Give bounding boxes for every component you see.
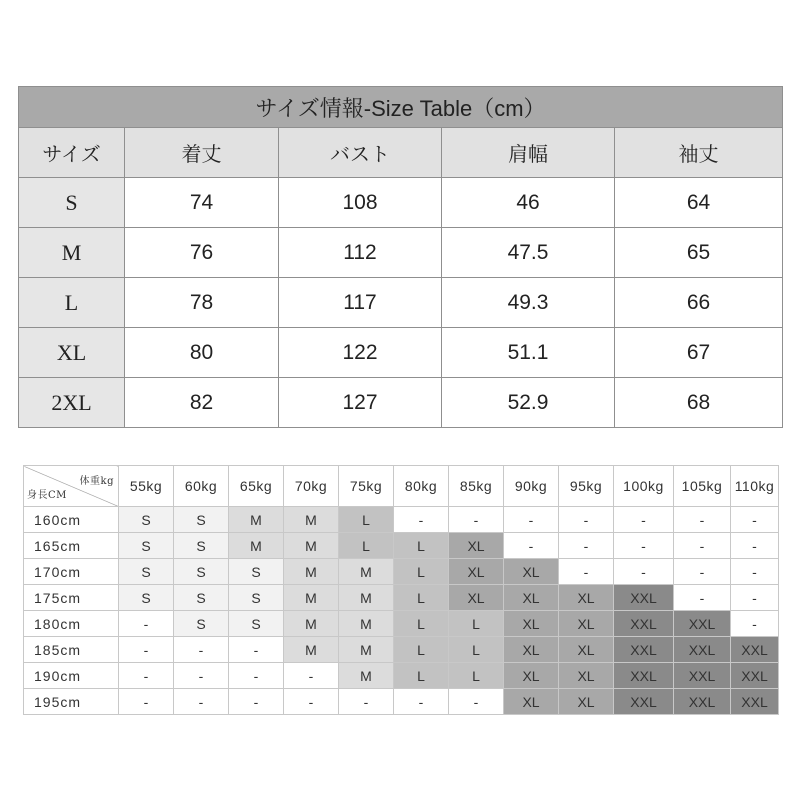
size-cell: XXL: [614, 611, 674, 637]
size-row: [19, 178, 783, 228]
size-cell: S: [119, 533, 174, 559]
size-value: 66: [615, 278, 783, 328]
size-cell: -: [174, 663, 229, 689]
size-value: 65: [615, 228, 783, 278]
size-cell: XXL: [674, 637, 731, 663]
size-cell: S: [119, 507, 174, 533]
size-cell: XXL: [674, 663, 731, 689]
size-cell: -: [504, 533, 559, 559]
size-cell: -: [559, 507, 614, 533]
height-label: 190cm: [24, 663, 119, 689]
size-cell: XXL: [614, 585, 674, 611]
height-row: [24, 637, 779, 663]
weight-axis-label: 体重kg: [79, 476, 114, 487]
size-cell: S: [174, 507, 229, 533]
height-row: [24, 507, 779, 533]
height-row: [24, 533, 779, 559]
size-cell: -: [229, 689, 284, 715]
size-cell: L: [394, 663, 449, 689]
header-bust: バスト: [279, 128, 442, 178]
size-cell: -: [394, 689, 449, 715]
size-cell: -: [284, 689, 339, 715]
size-cell: -: [614, 559, 674, 585]
size-cell: -: [674, 533, 731, 559]
weight-header: 105kg: [674, 466, 731, 507]
height-weight-chart: [23, 465, 779, 715]
size-cell: L: [339, 533, 394, 559]
weight-header: 100kg: [614, 466, 674, 507]
size-cell: -: [119, 611, 174, 637]
size-cell: M: [339, 585, 394, 611]
weight-header: 60kg: [174, 466, 229, 507]
size-cell: L: [394, 611, 449, 637]
size-cell: L: [394, 533, 449, 559]
size-cell: S: [119, 585, 174, 611]
size-row: [19, 228, 783, 278]
size-cell: XL: [449, 559, 504, 585]
size-cell: XL: [559, 637, 614, 663]
size-cell: XXL: [614, 637, 674, 663]
header-sleeve: 袖丈: [615, 128, 783, 178]
size-cell: XL: [504, 663, 559, 689]
size-cell: M: [339, 637, 394, 663]
size-cell: -: [731, 611, 779, 637]
weight-header: 90kg: [504, 466, 559, 507]
size-cell: M: [284, 507, 339, 533]
size-cell: -: [119, 663, 174, 689]
size-value: 67: [615, 328, 783, 378]
size-label: XL: [19, 328, 125, 378]
size-value: 46: [442, 178, 615, 228]
size-cell: S: [174, 611, 229, 637]
size-cell: XXL: [674, 689, 731, 715]
header-shoulder: 肩幅: [442, 128, 615, 178]
size-value: 74: [125, 178, 279, 228]
size-cell: -: [119, 689, 174, 715]
size-cell: XXL: [614, 689, 674, 715]
size-cell: S: [119, 559, 174, 585]
size-table-title: サイズ情報-Size Table（cm）: [19, 87, 783, 128]
size-cell: S: [174, 585, 229, 611]
size-table-header-row: [19, 128, 783, 178]
size-cell: M: [284, 559, 339, 585]
size-cell: XL: [559, 663, 614, 689]
size-value: 47.5: [442, 228, 615, 278]
size-cell: -: [174, 689, 229, 715]
weight-header: 85kg: [449, 466, 504, 507]
size-cell: L: [394, 585, 449, 611]
corner-cell: [24, 466, 119, 507]
weight-header: 55kg: [119, 466, 174, 507]
size-cell: M: [229, 533, 284, 559]
size-table: [18, 86, 783, 428]
size-label: 2XL: [19, 378, 125, 428]
size-cell: XXL: [614, 663, 674, 689]
size-cell: L: [449, 611, 504, 637]
size-cell: -: [674, 507, 731, 533]
size-cell: -: [731, 507, 779, 533]
size-cell: -: [284, 663, 339, 689]
size-cell: -: [504, 507, 559, 533]
height-label: 185cm: [24, 637, 119, 663]
size-cell: XXL: [731, 663, 779, 689]
size-cell: -: [731, 585, 779, 611]
height-row: [24, 585, 779, 611]
size-cell: XL: [504, 585, 559, 611]
size-cell: M: [284, 533, 339, 559]
size-cell: -: [559, 559, 614, 585]
size-cell: M: [284, 637, 339, 663]
height-label: 180cm: [24, 611, 119, 637]
weight-header: 80kg: [394, 466, 449, 507]
height-label: 160cm: [24, 507, 119, 533]
size-cell: -: [614, 507, 674, 533]
height-row: [24, 611, 779, 637]
size-cell: XXL: [731, 637, 779, 663]
size-cell: -: [449, 689, 504, 715]
header-length: 着丈: [125, 128, 279, 178]
height-label: 195cm: [24, 689, 119, 715]
size-value: 122: [279, 328, 442, 378]
size-cell: -: [449, 507, 504, 533]
size-cell: L: [339, 507, 394, 533]
size-cell: XL: [559, 585, 614, 611]
size-cell: XL: [504, 559, 559, 585]
size-cell: M: [339, 663, 394, 689]
size-cell: S: [229, 585, 284, 611]
size-cell: S: [229, 611, 284, 637]
size-cell: -: [229, 637, 284, 663]
size-cell: XL: [504, 689, 559, 715]
size-value: 64: [615, 178, 783, 228]
height-label: 170cm: [24, 559, 119, 585]
size-value: 76: [125, 228, 279, 278]
size-cell: XXL: [731, 689, 779, 715]
size-value: 112: [279, 228, 442, 278]
height-row: [24, 559, 779, 585]
height-axis-label: 身長CM: [27, 490, 67, 501]
size-cell: -: [614, 533, 674, 559]
size-row: [19, 278, 783, 328]
height-label: 175cm: [24, 585, 119, 611]
size-label: M: [19, 228, 125, 278]
size-value: 78: [125, 278, 279, 328]
size-cell: M: [284, 585, 339, 611]
size-cell: M: [284, 611, 339, 637]
size-cell: XL: [449, 533, 504, 559]
size-cell: M: [339, 611, 394, 637]
size-value: 82: [125, 378, 279, 428]
size-cell: L: [449, 663, 504, 689]
size-cell: XL: [504, 637, 559, 663]
size-row: [19, 378, 783, 428]
size-cell: M: [339, 559, 394, 585]
size-cell: S: [174, 559, 229, 585]
weight-header: 110kg: [731, 466, 779, 507]
size-value: 68: [615, 378, 783, 428]
size-cell: L: [394, 637, 449, 663]
size-value: 127: [279, 378, 442, 428]
size-cell: -: [339, 689, 394, 715]
size-cell: -: [174, 637, 229, 663]
weight-header: 95kg: [559, 466, 614, 507]
size-cell: XL: [449, 585, 504, 611]
height-label: 165cm: [24, 533, 119, 559]
size-label: S: [19, 178, 125, 228]
header-size: サイズ: [19, 128, 125, 178]
weight-header: 70kg: [284, 466, 339, 507]
size-cell: -: [394, 507, 449, 533]
size-value: 51.1: [442, 328, 615, 378]
size-value: 49.3: [442, 278, 615, 328]
size-cell: -: [731, 533, 779, 559]
size-label: L: [19, 278, 125, 328]
size-cell: M: [229, 507, 284, 533]
size-cell: -: [731, 559, 779, 585]
size-cell: -: [559, 533, 614, 559]
size-value: 52.9: [442, 378, 615, 428]
size-cell: S: [174, 533, 229, 559]
size-cell: XL: [559, 689, 614, 715]
size-cell: XXL: [674, 611, 731, 637]
size-row: [19, 328, 783, 378]
size-cell: XL: [504, 611, 559, 637]
weight-header-row: [24, 466, 779, 507]
size-cell: L: [394, 559, 449, 585]
height-row: [24, 663, 779, 689]
size-value: 80: [125, 328, 279, 378]
size-cell: -: [674, 559, 731, 585]
size-cell: -: [119, 637, 174, 663]
size-cell: -: [229, 663, 284, 689]
size-value: 117: [279, 278, 442, 328]
size-cell: S: [229, 559, 284, 585]
weight-header: 65kg: [229, 466, 284, 507]
weight-header: 75kg: [339, 466, 394, 507]
size-cell: XL: [559, 611, 614, 637]
size-cell: -: [674, 585, 731, 611]
height-row: [24, 689, 779, 715]
size-value: 108: [279, 178, 442, 228]
size-cell: L: [449, 637, 504, 663]
